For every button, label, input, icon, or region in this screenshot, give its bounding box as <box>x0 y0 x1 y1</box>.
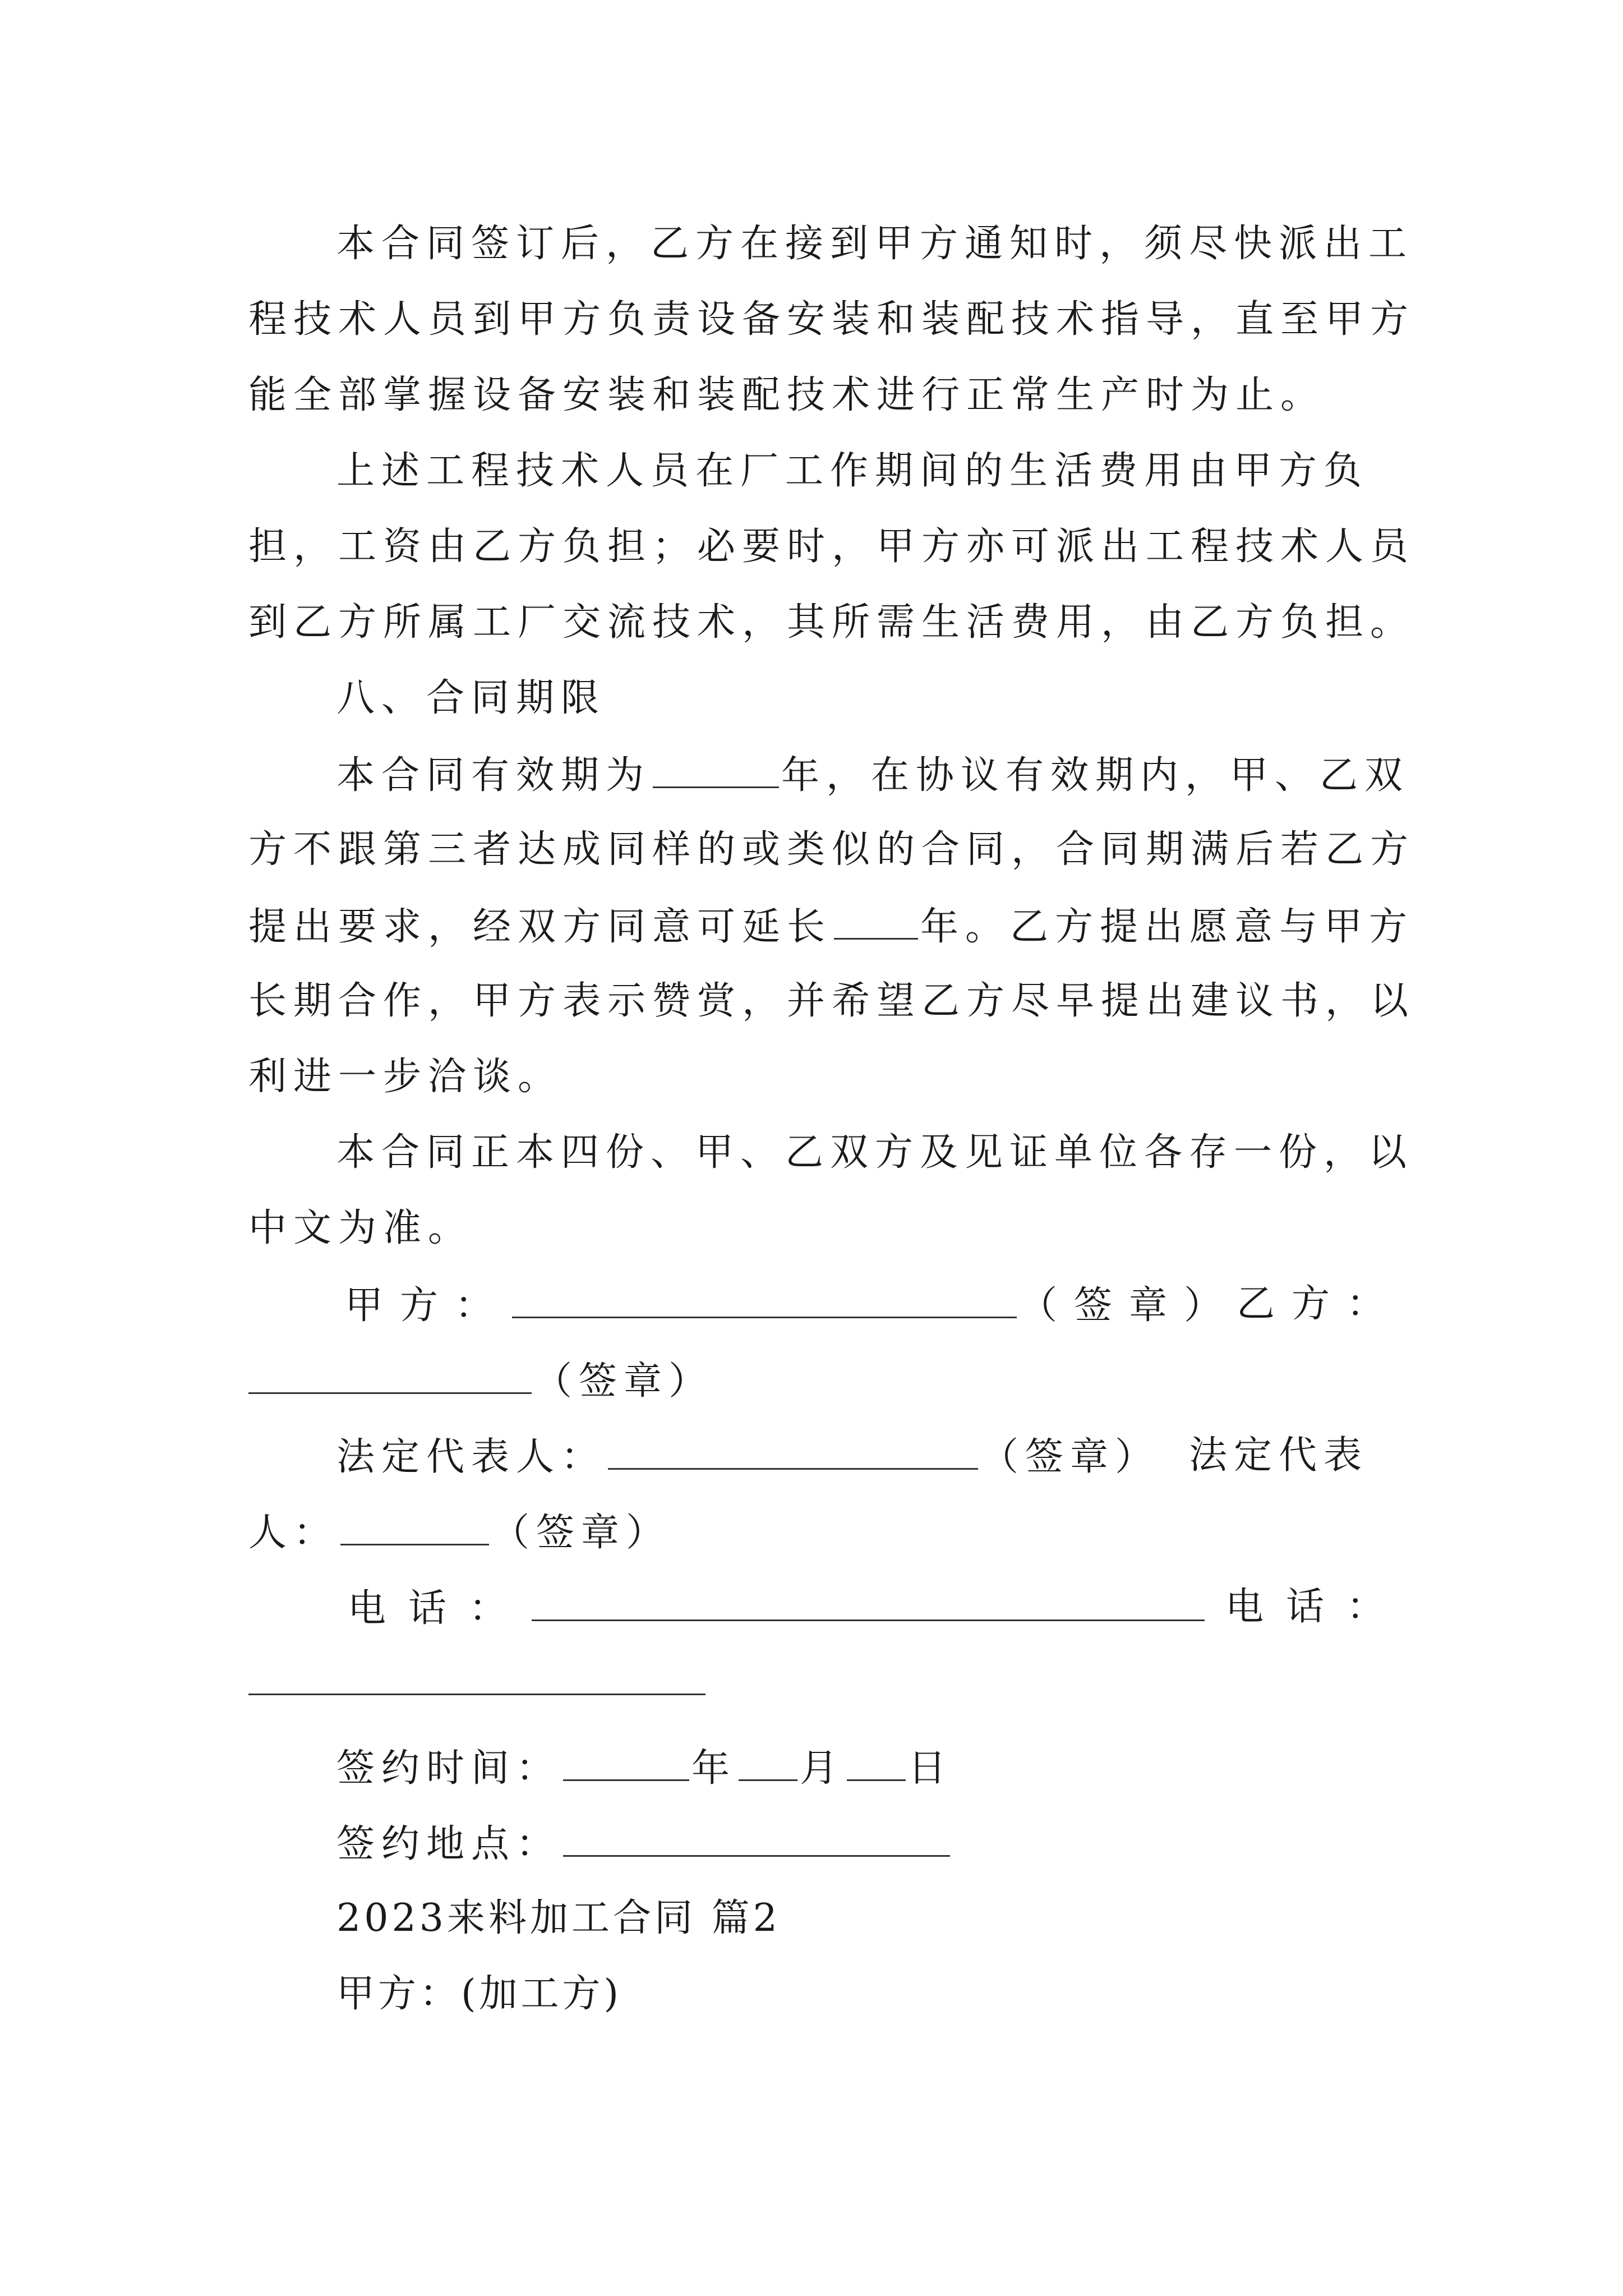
phone-b-blank <box>248 1667 706 1695</box>
phone-b-line <box>248 1660 708 1705</box>
legal-rep-b-label-cont: 人： <box>248 1511 339 1555</box>
year-blank <box>563 1745 689 1781</box>
paragraph-line: 上述工程技术人员在厂工作期间的生活费用由甲方负 <box>336 449 1369 493</box>
blank-underline <box>653 752 779 788</box>
blank-underline <box>834 903 918 940</box>
legal-rep-a-line <box>336 1433 1160 1480</box>
legal-rep-label: 法定代表人： <box>336 1435 606 1479</box>
text-span: 提出要求，经双方同意可延长 <box>248 905 832 949</box>
paragraph-line: 利进一步洽谈。 <box>248 1055 563 1099</box>
paragraph-line: 长期合作，甲方表示赞赏，并希望乙方尽早提出建议书，以 <box>248 979 1415 1023</box>
paragraph-line <box>336 752 1409 798</box>
seal-text: （签章） <box>534 1359 714 1404</box>
sign-place-blank <box>563 1820 950 1857</box>
seal-text: （签章） <box>1019 1283 1239 1328</box>
phone-a-blank <box>532 1585 1205 1621</box>
day-blank <box>847 1745 906 1781</box>
text-span: 本合同有效期为 <box>336 753 651 798</box>
phone-a-label: 电话： <box>348 1586 530 1631</box>
sign-time-label: 签约时间： <box>336 1746 561 1791</box>
paragraph-line: 程技术人员到甲方负责设备安装和装配技术指导，直至甲方 <box>248 297 1415 342</box>
seal-text: （签章） <box>491 1511 671 1555</box>
paragraph-line <box>248 903 1414 950</box>
sign-place-label: 签约地点： <box>336 1822 561 1866</box>
paragraph-line: 本合同正本四份、甲、乙双方及见证单位各存一份，以 <box>336 1130 1414 1175</box>
paragraph-line: 能全部掌握设备安装和装配技术进行正常生产时为止。 <box>248 373 1326 417</box>
legal-rep-b-blank <box>340 1509 489 1545</box>
year-text: 年 <box>691 1746 737 1791</box>
paragraph-line: 中文为准。 <box>248 1206 473 1250</box>
next-party-a: 甲方：(加工方) <box>336 1972 623 2016</box>
month-blank <box>739 1745 797 1781</box>
seal-text: （签章） <box>980 1435 1160 1479</box>
section-heading: 八、合同期限 <box>336 676 606 720</box>
legal-rep-b-label: 法定代表 <box>1189 1433 1369 1478</box>
party-b-label: 乙方： <box>1237 1282 1402 1326</box>
month-text: 月 <box>800 1746 845 1791</box>
paragraph-line: 本合同签订后，乙方在接到甲方通知时，须尽快派出工 <box>336 222 1414 266</box>
party-a-blank <box>512 1282 1017 1318</box>
day-text: 日 <box>908 1746 953 1791</box>
sign-place-line <box>336 1820 952 1867</box>
text-span: 年。乙方提出愿意与甲方 <box>920 905 1414 949</box>
phone-a-line <box>348 1585 1207 1631</box>
party-b-blank <box>248 1358 532 1394</box>
party-b-line <box>248 1358 713 1404</box>
paragraph-line: 到乙方所属工厂交流技术，其所需生活费用，由乙方负担。 <box>248 600 1415 645</box>
party-a-label: 甲方： <box>345 1283 510 1328</box>
legal-rep-a-blank <box>608 1433 978 1470</box>
paragraph-line: 担，工资由乙方负担；必要时，甲方亦可派出工程技术人员 <box>248 524 1415 569</box>
paragraph-line: 方不跟第三者达成同样的或类似的合同，合同期满后若乙方 <box>248 827 1415 872</box>
sign-time-line <box>336 1745 953 1791</box>
text-span: 年，在协议有效期内，甲、乙双 <box>781 753 1410 798</box>
next-contract-title: 2023来料加工合同 篇2 <box>336 1896 781 1940</box>
party-a-line <box>345 1282 1239 1328</box>
legal-rep-b-line <box>248 1509 671 1556</box>
phone-b-label: 电话： <box>1225 1585 1408 1629</box>
